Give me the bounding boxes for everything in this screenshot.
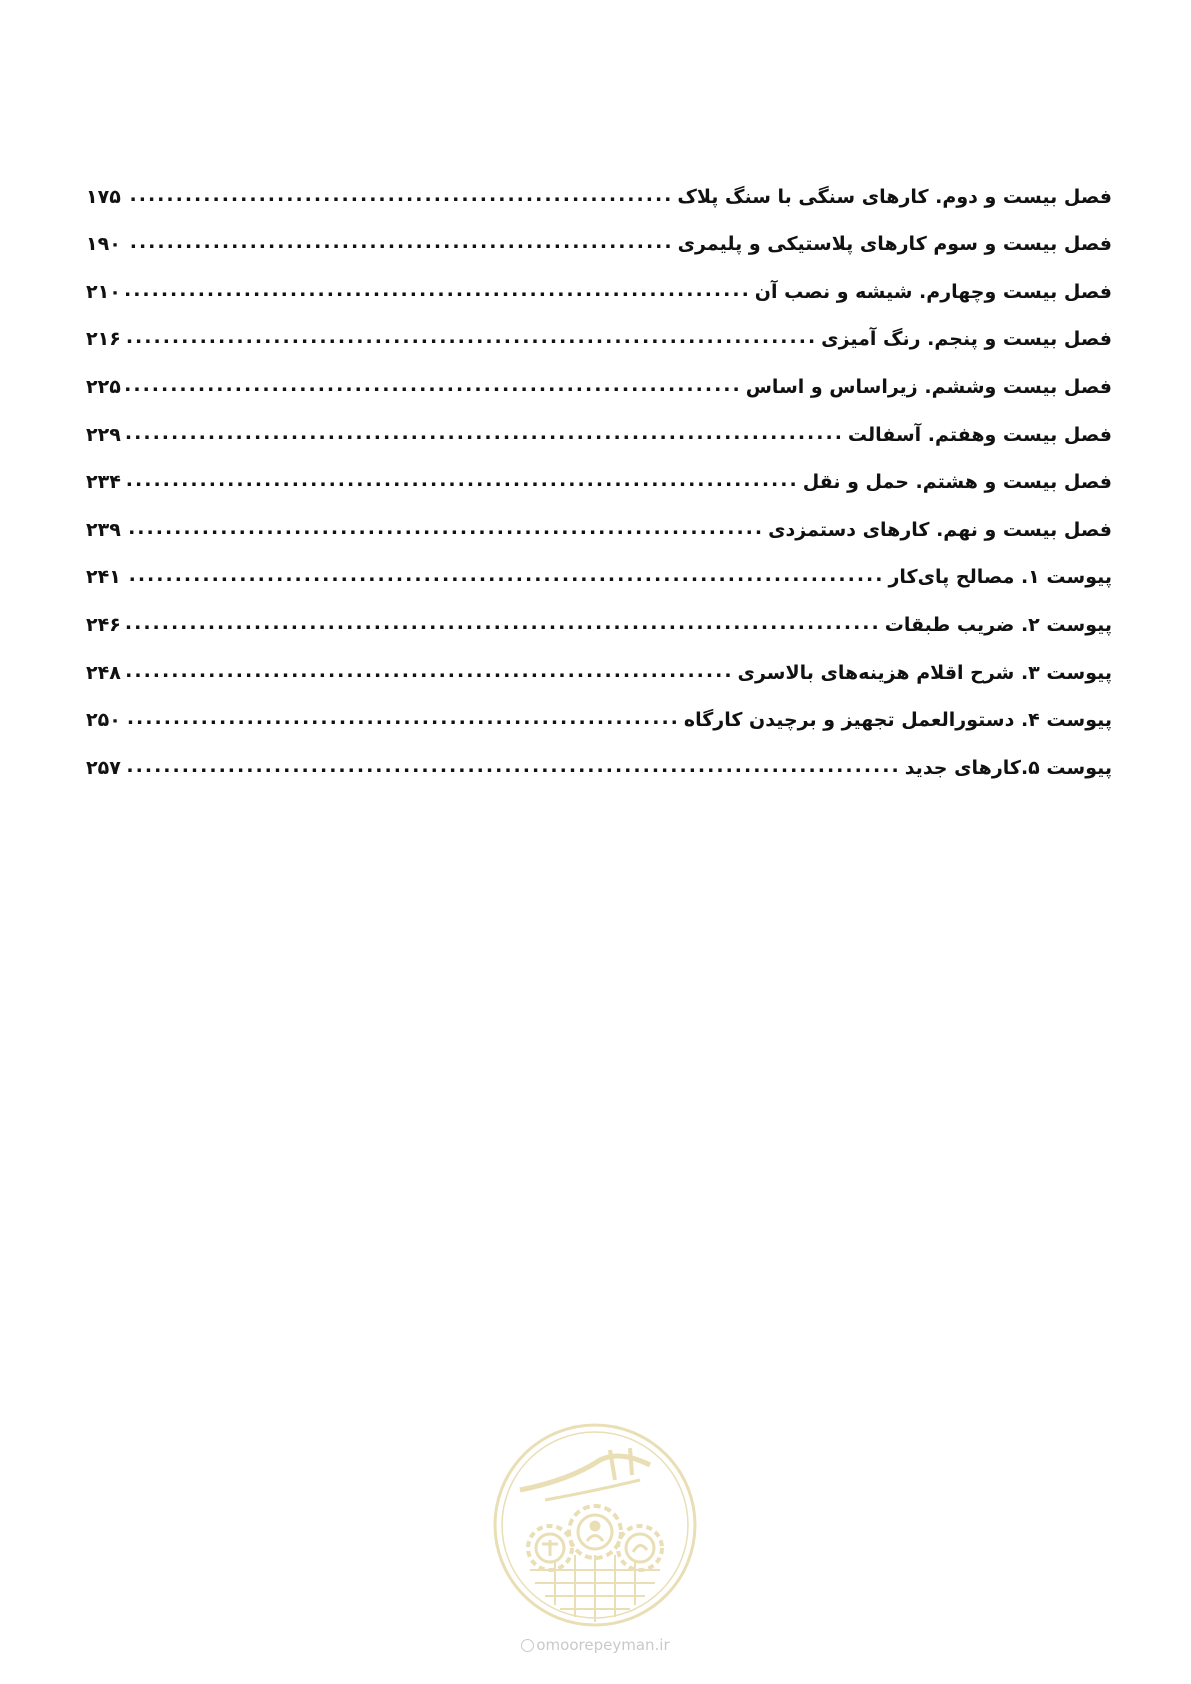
toc-leader-dots	[126, 662, 734, 681]
toc-entry[interactable]	[86, 493, 1112, 541]
toc-entry-title: پیوست ۱. مصالح پای‌کار	[888, 566, 1112, 589]
watermark-logo	[490, 1420, 700, 1630]
toc-entry-title: فصل بیست و نهم. کارهای دستمزدی	[768, 518, 1112, 541]
toc-entry[interactable]	[86, 255, 1112, 303]
toc-entry[interactable]	[86, 636, 1112, 684]
toc-leader-dots	[126, 233, 674, 252]
toc-entry-page: ۲۱۶	[86, 328, 121, 351]
toc-entry-title: فصل بیست و پنجم. رنگ آمیزی	[821, 328, 1112, 351]
toc-entry-title: فصل بیست و دوم. کارهای سنگی با سنگ پلاک	[677, 185, 1112, 208]
toc-leader-dots	[126, 328, 817, 347]
at-sign-icon	[521, 1639, 534, 1652]
toc-entry[interactable]	[86, 684, 1112, 732]
toc-entry[interactable]	[86, 350, 1112, 398]
toc-entry-page: ۲۳۴	[86, 471, 121, 494]
toc-leader-dots	[126, 186, 673, 205]
watermark-site-url: omoorepeyman.ir	[0, 1636, 1191, 1654]
toc-entry-page: ۲۴۶	[86, 613, 121, 636]
toc-entry-page: ۱۹۰	[86, 233, 121, 256]
toc-leader-dots	[126, 614, 881, 633]
toc-leader-dots	[126, 471, 799, 490]
toc-leader-dots	[126, 376, 742, 395]
toc-entry-title: فصل بیست وهفتم. آسفالت	[847, 423, 1112, 446]
toc-entry[interactable]	[86, 446, 1112, 494]
toc-entry[interactable]	[86, 541, 1112, 589]
toc-entry-page: ۲۱۰	[86, 280, 121, 303]
toc-entry-title: پیوست ۴. دستورالعمل تجهیز و برچیدن کارگاه	[683, 709, 1112, 732]
toc-entry[interactable]	[86, 398, 1112, 446]
toc-entry-title: پیوست ۳. شرح اقلام هزینه‌های بالاسری	[737, 661, 1112, 684]
toc-entry-title: فصل بیست و سوم کارهای پلاستیکی و پلیمری	[677, 233, 1112, 256]
toc-leader-dots	[126, 281, 751, 300]
table-of-contents	[86, 160, 1112, 779]
toc-entry[interactable]	[86, 160, 1112, 208]
toc-entry-page: ۲۲۹	[86, 423, 121, 446]
toc-leader-dots	[126, 566, 884, 585]
toc-leader-dots	[126, 757, 901, 776]
toc-entry-title: پیوست ۵.کارهای جدید	[904, 756, 1112, 779]
toc-entry-title: فصل بیست وششم. زیراساس و اساس	[745, 375, 1112, 398]
toc-entry-title: فصل بیست و هشتم. حمل و نقل	[802, 471, 1112, 494]
toc-leader-dots	[126, 519, 764, 538]
toc-entry-title: پیوست ۲. ضریب طبقات	[884, 613, 1112, 636]
toc-entry-page: ۲۲۵	[86, 375, 121, 398]
toc-entry[interactable]	[86, 731, 1112, 779]
toc-entry-page: ۲۵۰	[86, 709, 121, 732]
toc-entry-page: ۲۴۱	[86, 566, 121, 589]
toc-entry[interactable]	[86, 303, 1112, 351]
toc-leader-dots	[126, 424, 844, 443]
toc-entry[interactable]	[86, 588, 1112, 636]
toc-entry[interactable]	[86, 208, 1112, 256]
toc-entry-page: ۲۴۸	[86, 661, 121, 684]
toc-entry-page: ۱۷۵	[86, 185, 121, 208]
toc-entry-page: ۲۵۷	[86, 756, 121, 779]
toc-leader-dots	[126, 709, 680, 728]
toc-entry-title: فصل بیست وچهارم. شیشه و نصب آن	[754, 280, 1112, 303]
toc-entry-page: ۲۳۹	[86, 518, 121, 541]
